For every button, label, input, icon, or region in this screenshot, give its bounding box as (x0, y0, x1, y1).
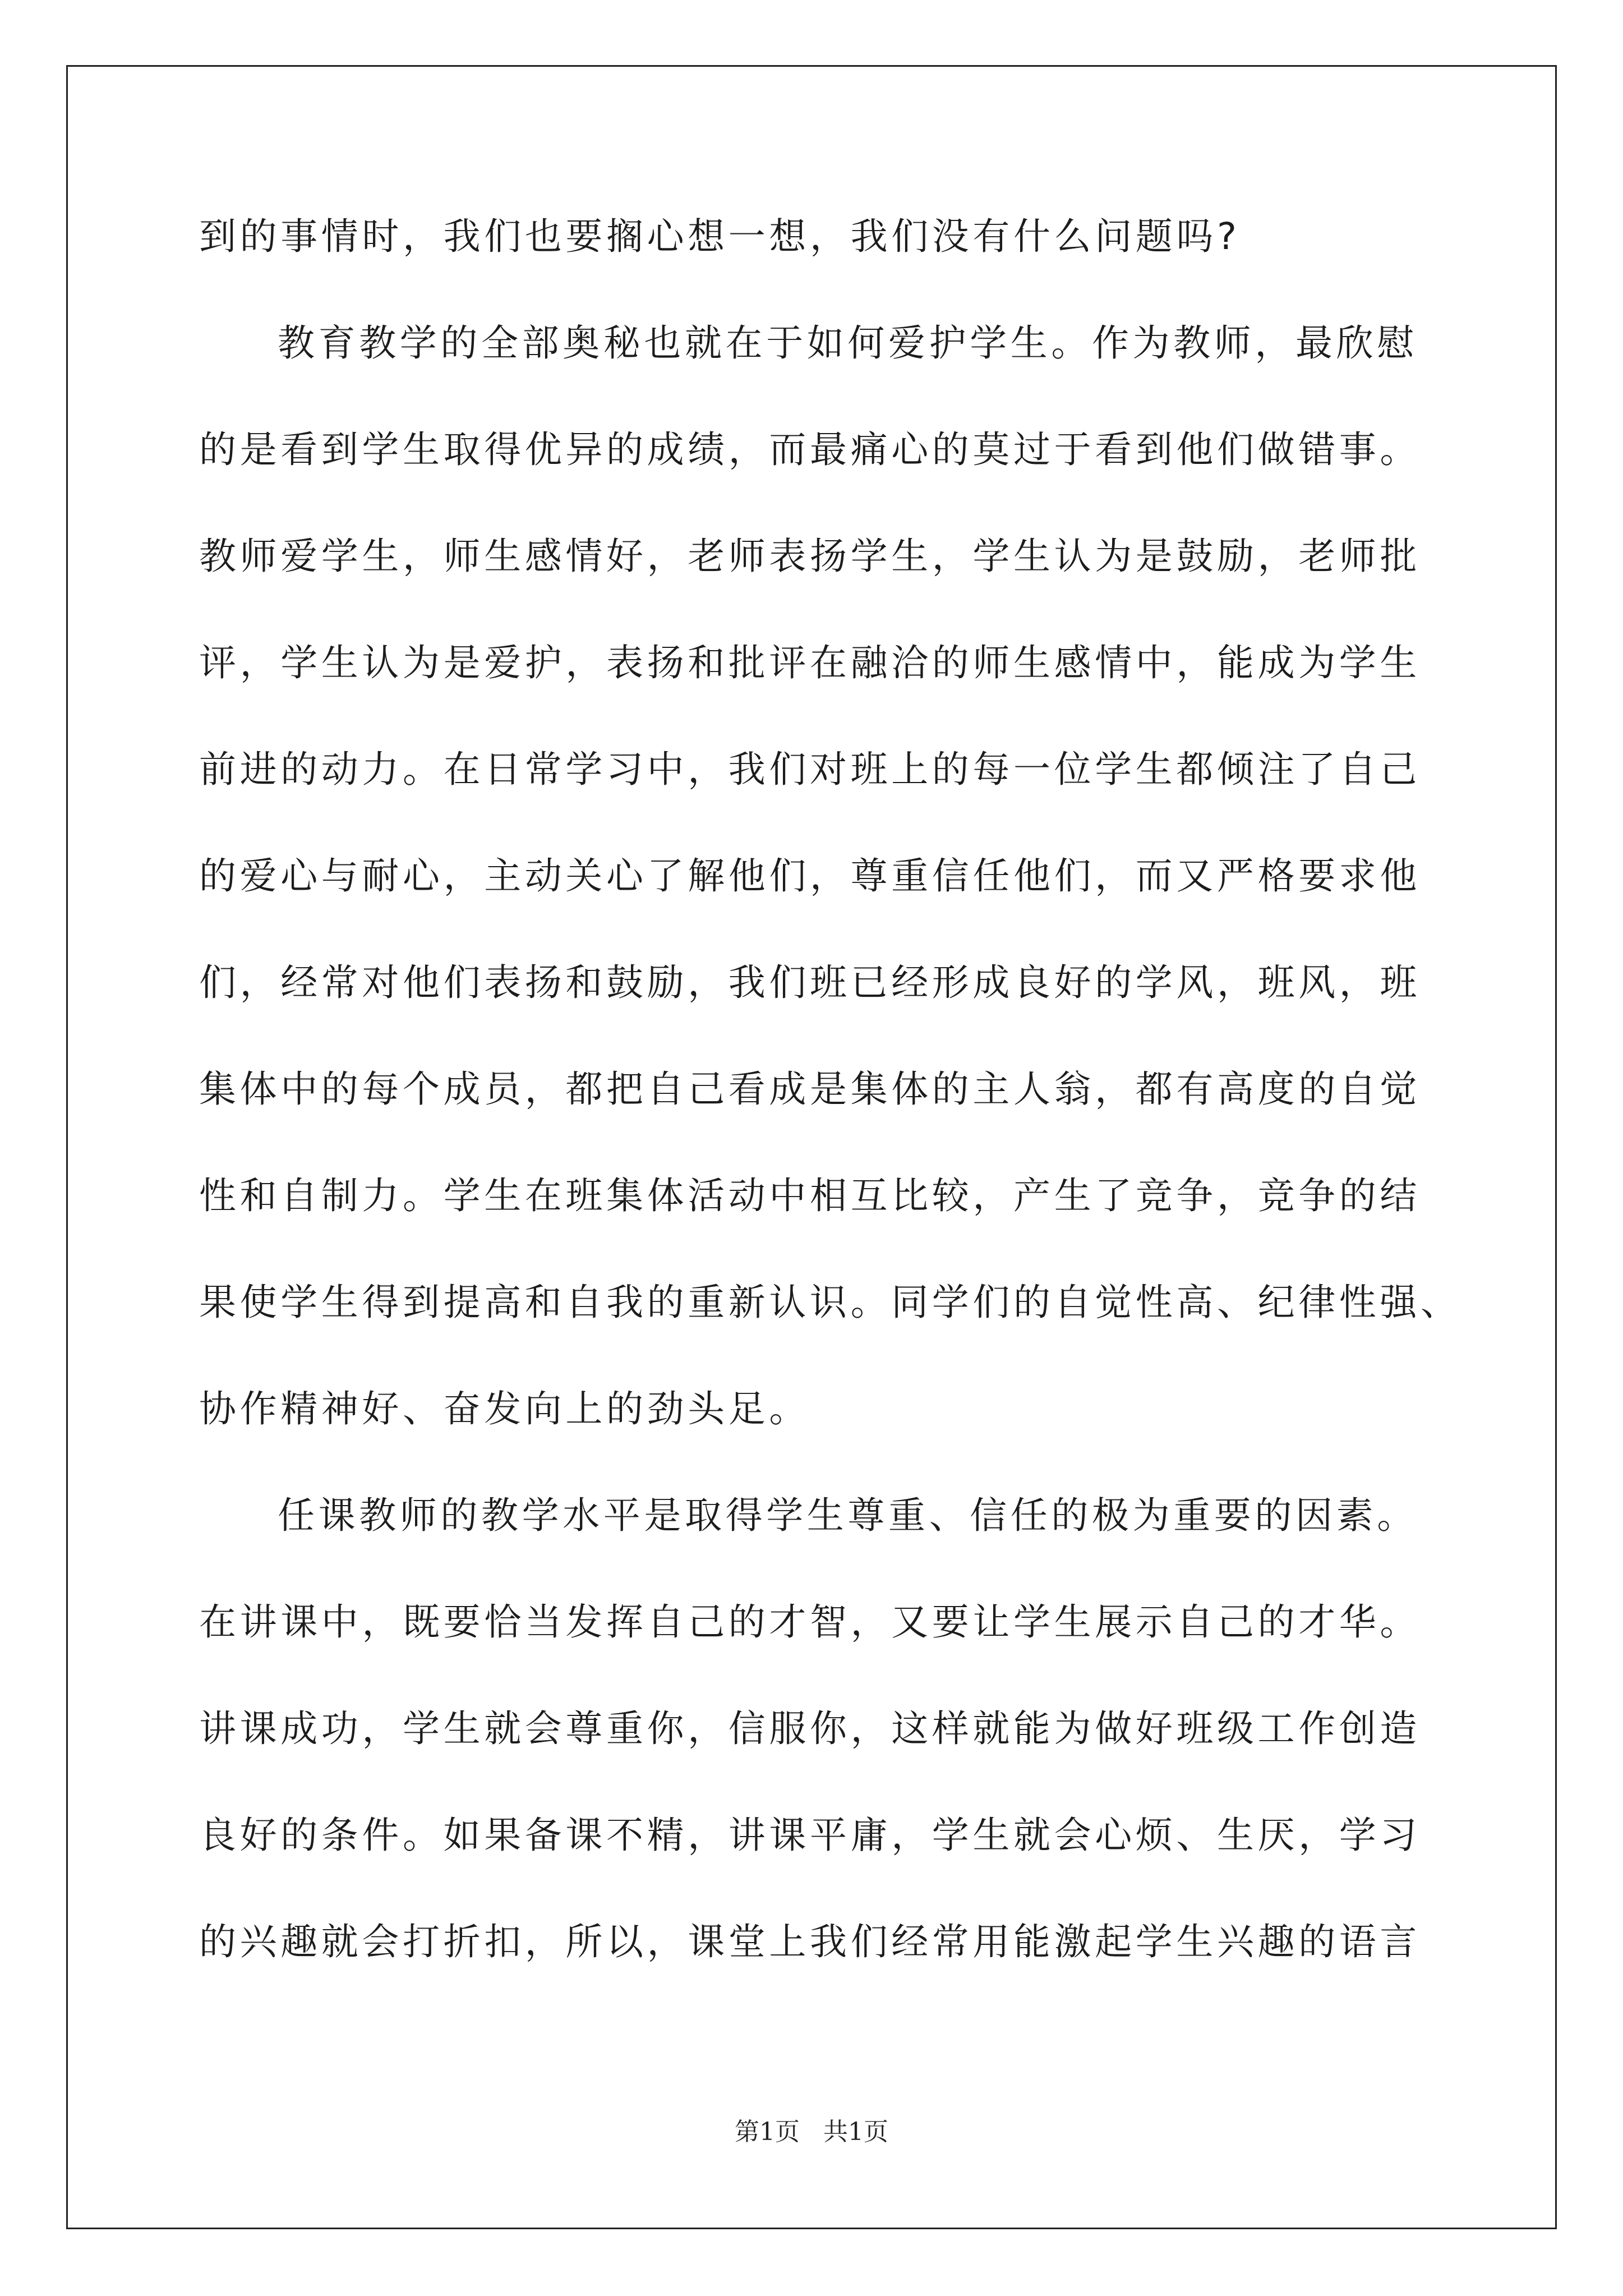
text-line-2: 教育教学的全部奥秘也就在于如何爱护学生。作为教师，最欣慰 (278, 321, 1418, 365)
text-line-14: 在讲课中，既要恰当发挥自己的才智，又要让学生展示自己的才华。 (199, 1600, 1421, 1644)
text-line-6: 前进的动力。在日常学习中，我们对班上的每一位学生都倾注了自己 (199, 748, 1421, 791)
text-line-16: 良好的条件。如果备课不精，讲课平庸，学生就会心烦、生厌，学习 (199, 1814, 1421, 1857)
page-border (66, 65, 1557, 2229)
text-line-12: 协作精神好、奋发向上的劲头足。 (199, 1387, 810, 1430)
text-line-17: 的兴趣就会打折扣，所以，课堂上我们经常用能激起学生兴趣的语言 (199, 1920, 1421, 1963)
text-line-11: 果使学生得到提高和自我的重新认识。同学们的自觉性高、纪律性强、 (199, 1281, 1461, 1324)
text-line-13: 任课教师的教学水平是取得学生尊重、信任的极为重要的因素。 (278, 1494, 1418, 1537)
text-line-15: 讲课成功，学生就会尊重你，信服你，这样就能为做好班级工作创造 (199, 1707, 1421, 1750)
text-line-1: 到的事情时，我们也要搁心想一想，我们没有什么问题吗? (199, 215, 1241, 258)
text-line-5: 评，学生认为是爱护，表扬和批评在融洽的师生感情中，能成为学生 (199, 641, 1421, 684)
text-line-10: 性和自制力。学生在班集体活动中相互比较，产生了竞争，竞争的结 (199, 1174, 1421, 1217)
text-line-9: 集体中的每个成员，都把自己看成是集体的主人翁，都有高度的自觉 (199, 1068, 1421, 1111)
text-line-4: 教师爱学生，师生感情好，老师表扬学生，学生认为是鼓励，老师批 (199, 535, 1421, 578)
text-line-3: 的是看到学生取得优异的成绩，而最痛心的莫过于看到他们做错事。 (199, 428, 1421, 471)
text-line-8: 们，经常对他们表扬和鼓励，我们班已经形成良好的学风，班风，班 (199, 961, 1421, 1004)
text-line-7: 的爱心与耐心，主动关心了解他们，尊重信任他们，而又严格要求他 (199, 854, 1421, 898)
page-number-footer: 第1页 共1页 (735, 2118, 888, 2146)
